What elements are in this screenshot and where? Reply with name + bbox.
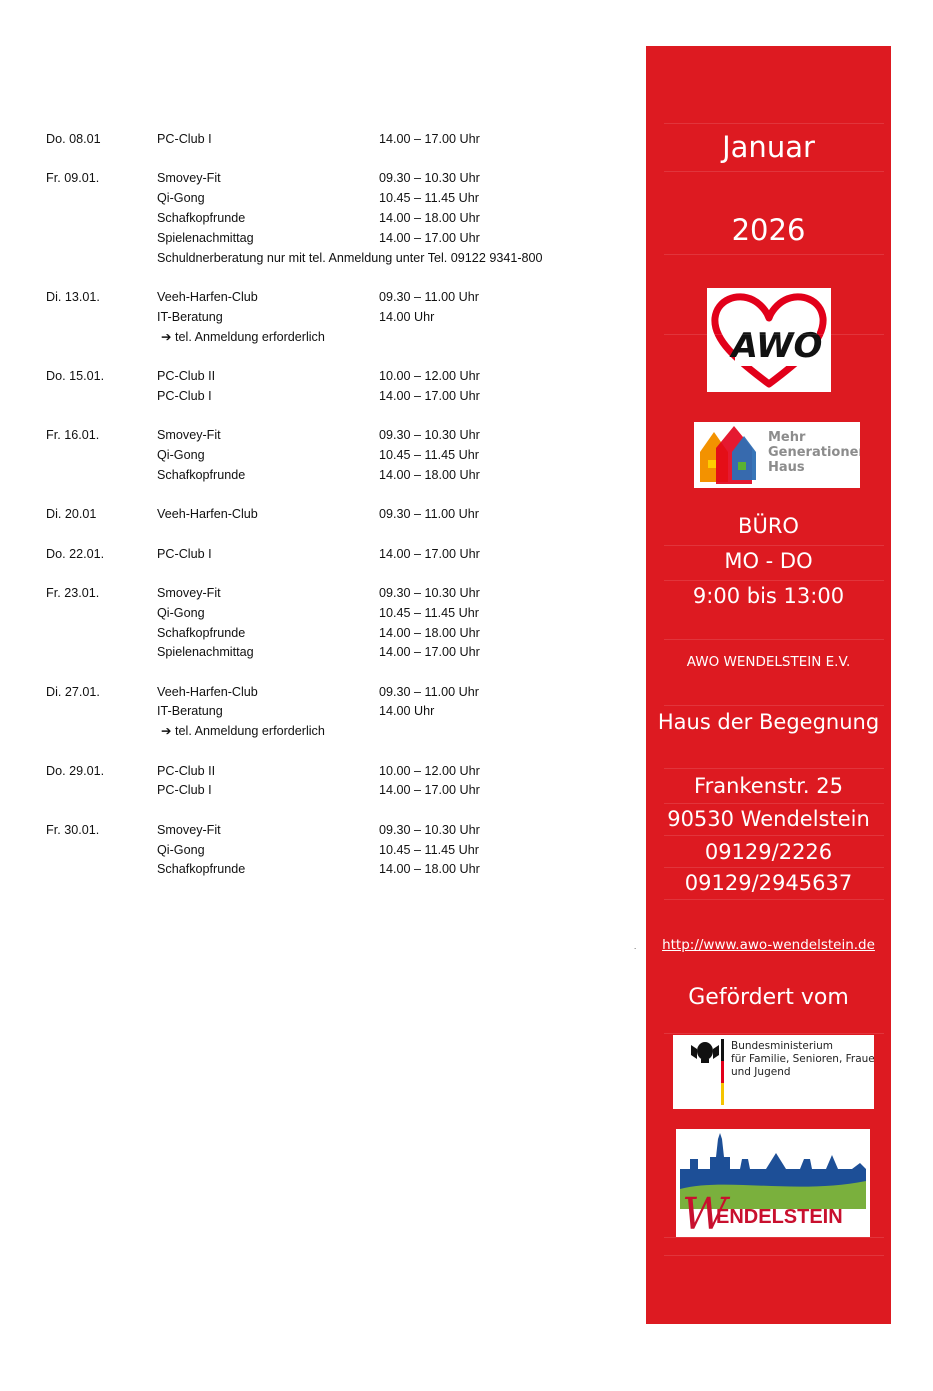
year-title: 2026 [731, 213, 806, 247]
event-activity: Veeh-Harfen-Club [157, 684, 258, 699]
event-date: Di. 13.01. [46, 289, 100, 304]
event-time: 14.00 Uhr [379, 309, 435, 324]
mgh-text-line: Haus [768, 460, 805, 475]
note-row [46, 249, 626, 269]
separator-line [664, 705, 884, 706]
event-activity: PC-Club II [157, 368, 216, 383]
event-activity: PC-Club I [157, 388, 212, 403]
separator-line [664, 334, 884, 335]
ministry-text-line: für Familie, Senioren, Frauen [731, 1053, 874, 1065]
event-time: 14.00 – 17.00 Uhr [379, 230, 480, 245]
event-time: 09.30 – 11.00 Uhr [379, 507, 479, 522]
event-row [46, 643, 626, 663]
phone-number: 09129/2945637 [684, 871, 853, 895]
event-activity: Qi-Gong [157, 447, 205, 462]
event-time: 14.00 – 18.00 Uhr [379, 467, 480, 482]
event-note: ➔ tel. Anmeldung erforderlich [161, 724, 325, 739]
event-row [46, 781, 626, 801]
event-row [46, 426, 626, 446]
separator-line [664, 254, 884, 255]
event-activity: IT-Beratung [157, 309, 223, 324]
event-activity: Spielenachmittag [157, 230, 254, 245]
wendelstein-initial: W [682, 1189, 728, 1237]
event-row [46, 169, 626, 189]
event-time: 09.30 – 10.30 Uhr [379, 171, 480, 186]
event-activity: Schafkopfrunde [157, 625, 246, 640]
event-activity: Smovey-Fit [157, 428, 221, 443]
event-date: Fr. 09.01. [46, 171, 100, 186]
event-row [46, 130, 626, 150]
month-title: Januar [722, 130, 815, 164]
day-group [46, 426, 626, 485]
event-time: 14.00 – 17.00 Uhr [379, 783, 480, 798]
event-row [46, 466, 626, 486]
event-time: 09.30 – 10.30 Uhr [379, 428, 480, 443]
schedule-list [46, 130, 626, 900]
office-days: MO - DO [724, 549, 813, 573]
event-activity: Schafkopfrunde [157, 210, 246, 225]
event-time: 09.30 – 11.00 Uhr [379, 684, 479, 699]
separator-line [664, 768, 884, 769]
wendelstein-text: ENDELSTEIN [716, 1206, 843, 1228]
ministry-logo [673, 1035, 874, 1109]
event-date: Di. 20.01 [46, 507, 97, 522]
event-time: 09.30 – 10.30 Uhr [379, 585, 480, 600]
ministry-text-line: Bundesministerium [731, 1040, 833, 1052]
event-date: Fr. 23.01. [46, 585, 100, 600]
event-row [46, 841, 626, 861]
event-row [46, 624, 626, 644]
event-row [46, 683, 626, 703]
house-name: Haus der Begegnung [657, 710, 880, 734]
event-activity: PC-Club I [157, 132, 212, 146]
event-date: Do. 22.01. [46, 546, 105, 561]
day-group [46, 821, 626, 880]
event-date: Di. 27.01. [46, 684, 100, 699]
event-activity: PC-Club I [157, 546, 212, 561]
phone-number: 09129/2226 [704, 840, 833, 864]
event-time: 14.00 – 18.00 Uhr [379, 862, 480, 877]
office-hours: 9:00 bis 13:00 [692, 584, 845, 608]
separator-line [664, 899, 884, 900]
separator-line [664, 835, 884, 836]
event-time: 14.00 – 18.00 Uhr [379, 210, 480, 225]
separator-line [664, 803, 884, 804]
event-note: Schuldnerberatung nur mit tel. Anmeldung unter Tel. 09122 9341-800 [157, 250, 543, 265]
separator-line [664, 1033, 884, 1034]
event-row [46, 387, 626, 407]
city-address: 90530 Wendelstein [667, 807, 870, 831]
event-activity: Qi-Gong [157, 605, 205, 620]
event-row [46, 604, 626, 624]
day-group [46, 762, 626, 802]
funded-by-label: Gefördert vom [688, 985, 849, 1010]
mehrgenerationenhaus-logo [694, 422, 860, 488]
street-address: Frankenstr. 25 [694, 774, 843, 798]
event-date: Do. 15.01. [46, 368, 105, 383]
event-activity: PC-Club I [157, 783, 212, 798]
event-time: 10.45 – 11.45 Uhr [379, 447, 479, 462]
event-activity: Qi-Gong [157, 842, 205, 857]
event-activity: Spielenachmittag [157, 645, 254, 660]
event-time: 14.00 – 17.00 Uhr [379, 132, 480, 146]
day-group [46, 130, 626, 150]
event-date: Do. 29.01. [46, 763, 105, 778]
event-date: Do. 08.01 [46, 132, 101, 146]
event-activity: IT-Beratung [157, 704, 223, 719]
day-group [46, 288, 626, 347]
event-note: ➔ tel. Anmeldung erforderlich [161, 329, 325, 344]
event-time: 09.30 – 10.30 Uhr [379, 822, 480, 837]
separator-line [664, 171, 884, 172]
day-group [46, 683, 626, 742]
organization-name: AWO WENDELSTEIN E.V. [686, 654, 851, 670]
separator-line [664, 123, 884, 124]
event-date: Fr. 30.01. [46, 822, 100, 837]
event-activity: Smovey-Fit [157, 585, 221, 600]
event-activity: PC-Club II [157, 763, 216, 778]
separator-line [664, 545, 884, 546]
info-sidebar [646, 46, 891, 1324]
separator-line [664, 867, 884, 868]
event-row [46, 288, 626, 308]
event-row [46, 446, 626, 466]
website-link[interactable]: http://www.awo-wendelstein.de [662, 937, 875, 953]
event-activity: Schafkopfrunde [157, 467, 246, 482]
separator-line [664, 1237, 884, 1238]
day-group [46, 505, 626, 525]
event-time: 14.00 – 18.00 Uhr [379, 625, 480, 640]
ministry-text-line: und Jugend [731, 1066, 791, 1078]
event-activity: Veeh-Harfen-Club [157, 289, 258, 304]
event-time: 10.45 – 11.45 Uhr [379, 842, 479, 857]
event-row [46, 209, 626, 229]
event-row [46, 702, 626, 722]
event-row [46, 367, 626, 387]
event-activity: Qi-Gong [157, 191, 205, 206]
event-time: 09.30 – 11.00 Uhr [379, 289, 479, 304]
event-row [46, 762, 626, 782]
event-date: Fr. 16.01. [46, 428, 100, 443]
event-row [46, 229, 626, 249]
mgh-text-line: Generationen [768, 445, 860, 460]
awo-logo-text: AWO [731, 326, 823, 366]
event-time: 14.00 – 17.00 Uhr [379, 388, 480, 403]
event-row [46, 308, 626, 328]
event-row [46, 189, 626, 209]
separator-line [664, 1255, 884, 1256]
wendelstein-logo [676, 1129, 870, 1237]
event-time: 10.45 – 11.45 Uhr [379, 191, 479, 206]
event-time: 10.00 – 12.00 Uhr [379, 368, 480, 383]
event-time: 14.00 – 17.00 Uhr [379, 546, 480, 561]
event-row [46, 584, 626, 604]
stray-mark: . [634, 942, 637, 951]
event-activity: Schafkopfrunde [157, 862, 246, 877]
note-row [46, 328, 626, 348]
day-group [46, 367, 626, 407]
event-row [46, 821, 626, 841]
event-row [46, 860, 626, 880]
event-row [46, 505, 626, 525]
federal-eagle-icon [691, 1042, 719, 1063]
note-row [46, 722, 626, 742]
event-activity: Smovey-Fit [157, 171, 221, 186]
event-row [46, 545, 626, 565]
awo-logo [707, 288, 831, 392]
event-time: 14.00 Uhr [379, 704, 435, 719]
office-title: BÜRO [738, 514, 799, 538]
day-group [46, 169, 626, 268]
event-time: 14.00 – 17.00 Uhr [379, 645, 480, 660]
mgh-text-line: Mehr [768, 430, 806, 445]
separator-line [664, 639, 884, 640]
event-activity: Smovey-Fit [157, 822, 221, 837]
day-group [46, 545, 626, 565]
separator-line [664, 580, 884, 581]
day-group [46, 584, 626, 663]
event-activity: Veeh-Harfen-Club [157, 507, 258, 522]
event-time: 10.00 – 12.00 Uhr [379, 763, 480, 778]
event-time: 10.45 – 11.45 Uhr [379, 605, 479, 620]
